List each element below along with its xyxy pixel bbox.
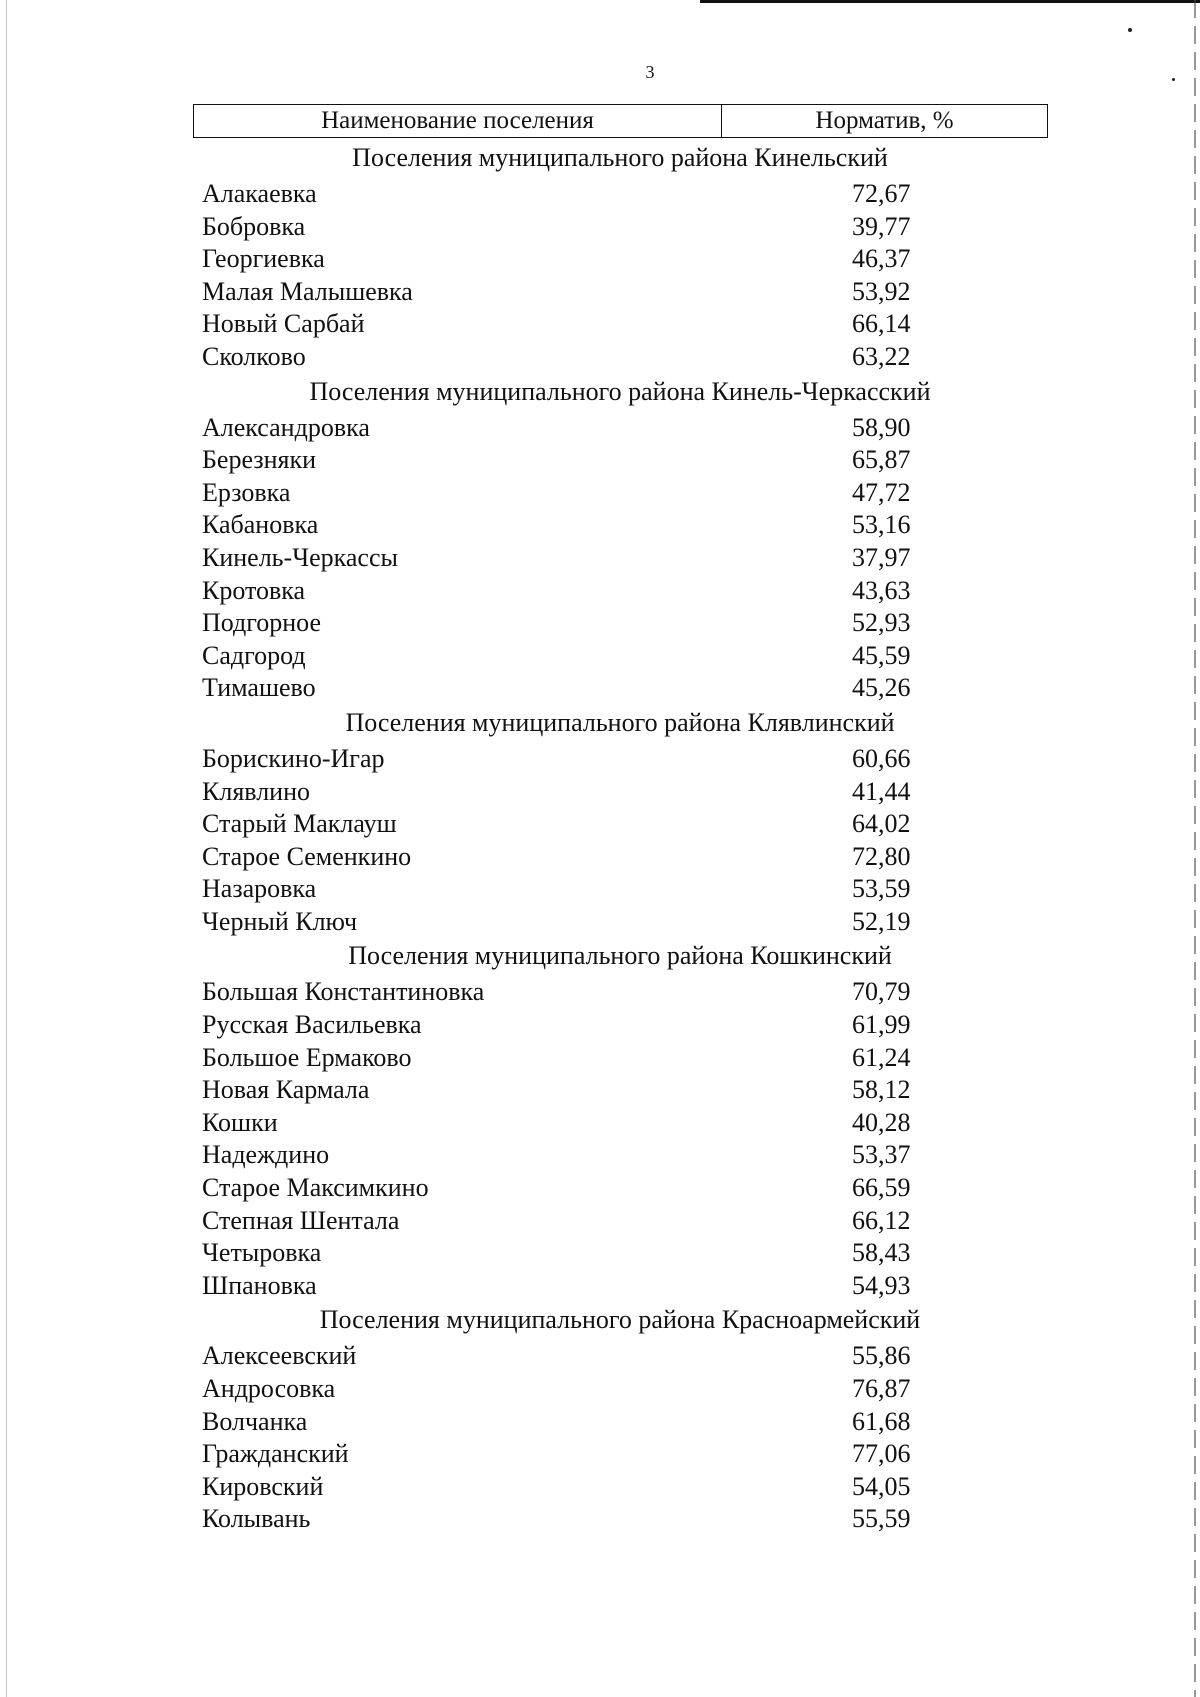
norm-value: 45,59 xyxy=(852,640,911,670)
norm-value: 53,16 xyxy=(852,510,911,540)
table-row xyxy=(0,211,1200,244)
norm-value: 47,72 xyxy=(852,477,911,507)
table-row xyxy=(0,640,1200,673)
table-row xyxy=(0,1406,1200,1439)
table-row xyxy=(0,444,1200,477)
settlement-name: Колывань xyxy=(202,1504,311,1534)
settlements-table-body xyxy=(0,140,1200,1536)
norm-value: 72,80 xyxy=(852,841,911,871)
settlement-name: Большое Ермаково xyxy=(202,1042,412,1072)
norm-value: 52,19 xyxy=(852,906,911,936)
settlement-name: Старое Максимкино xyxy=(202,1173,429,1203)
section-title: Поселения муниципального района Кинельский xyxy=(352,143,888,172)
norm-value: 58,12 xyxy=(852,1075,911,1105)
settlement-name: Ерзовка xyxy=(202,477,291,507)
norm-value: 39,77 xyxy=(852,211,911,241)
table-row xyxy=(0,509,1200,542)
settlement-name: Березняки xyxy=(202,445,317,475)
settlement-name: Кабановка xyxy=(202,510,319,540)
section-title: Поселения муниципального района Клявлинский xyxy=(345,707,895,737)
settlement-name: Волчанка xyxy=(202,1406,308,1436)
table-row xyxy=(0,276,1200,309)
table-row xyxy=(0,808,1200,841)
section-rows xyxy=(0,178,1200,374)
scan-speck xyxy=(1128,28,1132,32)
table-row xyxy=(0,906,1200,939)
table-row xyxy=(0,1438,1200,1471)
norm-value: 58,90 xyxy=(852,412,911,442)
table-row xyxy=(0,1042,1200,1075)
norm-value: 54,05 xyxy=(852,1471,911,1501)
scan-edge-top xyxy=(700,0,1200,3)
settlement-name: Алексеевский xyxy=(202,1341,357,1371)
settlement-name: Кировский xyxy=(202,1471,324,1501)
norm-value: 53,92 xyxy=(852,276,911,306)
norm-value: 66,14 xyxy=(852,309,911,339)
column-header-norm: Норматив, % xyxy=(815,107,954,134)
settlement-name: Алакаевка xyxy=(202,179,317,208)
table-row xyxy=(0,672,1200,705)
section-title: Поселения муниципального района Кинель-Черкасский xyxy=(309,376,931,406)
norm-value: 37,97 xyxy=(852,542,911,572)
norm-value: 55,59 xyxy=(852,1504,911,1534)
settlement-name: Борискино-Игар xyxy=(202,743,385,773)
settlement-name: Кротовка xyxy=(202,575,306,605)
table-row xyxy=(0,178,1200,211)
settlement-name: Новый Сарбай xyxy=(202,309,365,339)
settlement-name: Клявлино xyxy=(202,776,311,806)
table-row xyxy=(0,1340,1200,1373)
section-rows xyxy=(0,412,1200,705)
norm-value: 72,67 xyxy=(852,179,911,208)
norm-value: 64,02 xyxy=(852,809,911,839)
settlement-name: Андросовка xyxy=(202,1374,336,1403)
norm-value: 53,37 xyxy=(852,1140,911,1170)
table-row xyxy=(0,1205,1200,1238)
table-row xyxy=(0,412,1200,445)
settlement-name: Степная Шентала xyxy=(202,1205,400,1235)
norm-value: 52,93 xyxy=(852,608,911,638)
settlement-name: Георгиевка xyxy=(202,244,325,274)
section-rows xyxy=(0,743,1200,939)
settlement-name: Назаровка xyxy=(202,874,317,904)
table-row xyxy=(0,1270,1200,1303)
table-row xyxy=(0,1107,1200,1140)
norm-value: 66,12 xyxy=(852,1205,911,1235)
table-header xyxy=(193,104,1048,138)
settlement-name: Шпановка xyxy=(202,1270,317,1300)
table-row xyxy=(0,1237,1200,1270)
norm-value: 54,93 xyxy=(852,1270,911,1300)
norm-value: 77,06 xyxy=(852,1439,911,1469)
settlement-name: Новая Кармала xyxy=(202,1075,370,1105)
table-row xyxy=(0,1373,1200,1406)
settlement-name: Бобровка xyxy=(202,211,306,241)
norm-value: 40,28 xyxy=(852,1107,911,1137)
table-row xyxy=(0,873,1200,906)
norm-value: 63,22 xyxy=(852,341,911,371)
norm-value: 66,59 xyxy=(852,1173,911,1203)
settlement-name: Малая Малышевка xyxy=(202,276,413,306)
settlement-name: Черный Ключ xyxy=(202,906,358,936)
settlement-name: Сколково xyxy=(202,341,306,371)
table-row xyxy=(0,841,1200,874)
settlement-name: Старое Семенкино xyxy=(202,841,412,871)
norm-value: 61,99 xyxy=(852,1010,911,1040)
settlement-name: Русская Васильевка xyxy=(202,1010,422,1040)
norm-value: 60,66 xyxy=(852,743,911,773)
norm-value: 65,87 xyxy=(852,445,911,475)
table-row xyxy=(0,1471,1200,1504)
table-row xyxy=(0,1503,1200,1536)
table-row xyxy=(0,308,1200,341)
norm-value: 58,43 xyxy=(852,1238,911,1268)
section-title: Поселения муниципального района Кошкинский xyxy=(348,941,892,971)
norm-value: 43,63 xyxy=(852,575,911,605)
settlement-name: Четыровка xyxy=(202,1238,322,1268)
norm-value: 70,79 xyxy=(852,977,911,1007)
norm-value: 41,44 xyxy=(852,776,911,806)
settlement-name: Кинель-Черкассы xyxy=(202,542,398,572)
norm-value: 55,86 xyxy=(852,1341,911,1371)
table-row xyxy=(0,1009,1200,1042)
norm-value: 45,26 xyxy=(852,673,911,703)
table-row xyxy=(0,575,1200,608)
settlement-name: Тимашево xyxy=(202,673,316,703)
table-row xyxy=(0,1139,1200,1172)
column-header-settlement: Наименование поселения xyxy=(194,105,722,137)
table-row xyxy=(0,1074,1200,1107)
settlement-name: Старый Маклауш xyxy=(202,809,397,839)
section-rows xyxy=(0,1340,1200,1536)
table-row xyxy=(0,243,1200,276)
table-row xyxy=(0,776,1200,809)
norm-value: 61,68 xyxy=(852,1406,911,1436)
table-row xyxy=(0,607,1200,640)
settlement-name: Кошки xyxy=(202,1107,278,1137)
table-row xyxy=(0,477,1200,510)
page-number: 3 xyxy=(645,62,655,82)
table-row xyxy=(0,743,1200,776)
norm-value: 76,87 xyxy=(852,1374,911,1403)
table-row xyxy=(0,341,1200,374)
norm-value: 53,59 xyxy=(852,874,911,904)
settlement-name: Надеждино xyxy=(202,1140,330,1170)
settlement-name: Подгорное xyxy=(202,608,322,638)
settlement-name: Александровка xyxy=(202,412,370,442)
table-row xyxy=(0,542,1200,575)
section-title: Поселения муниципального района Красноармейский xyxy=(319,1305,921,1335)
settlement-name: Гражданский xyxy=(202,1439,349,1469)
section-rows xyxy=(0,976,1200,1302)
norm-value: 46,37 xyxy=(852,244,911,274)
norm-value: 61,24 xyxy=(852,1042,911,1072)
settlement-name: Садгород xyxy=(202,640,306,670)
table-row xyxy=(0,976,1200,1009)
table-row xyxy=(0,1172,1200,1205)
settlement-name: Большая Константиновка xyxy=(202,977,485,1007)
